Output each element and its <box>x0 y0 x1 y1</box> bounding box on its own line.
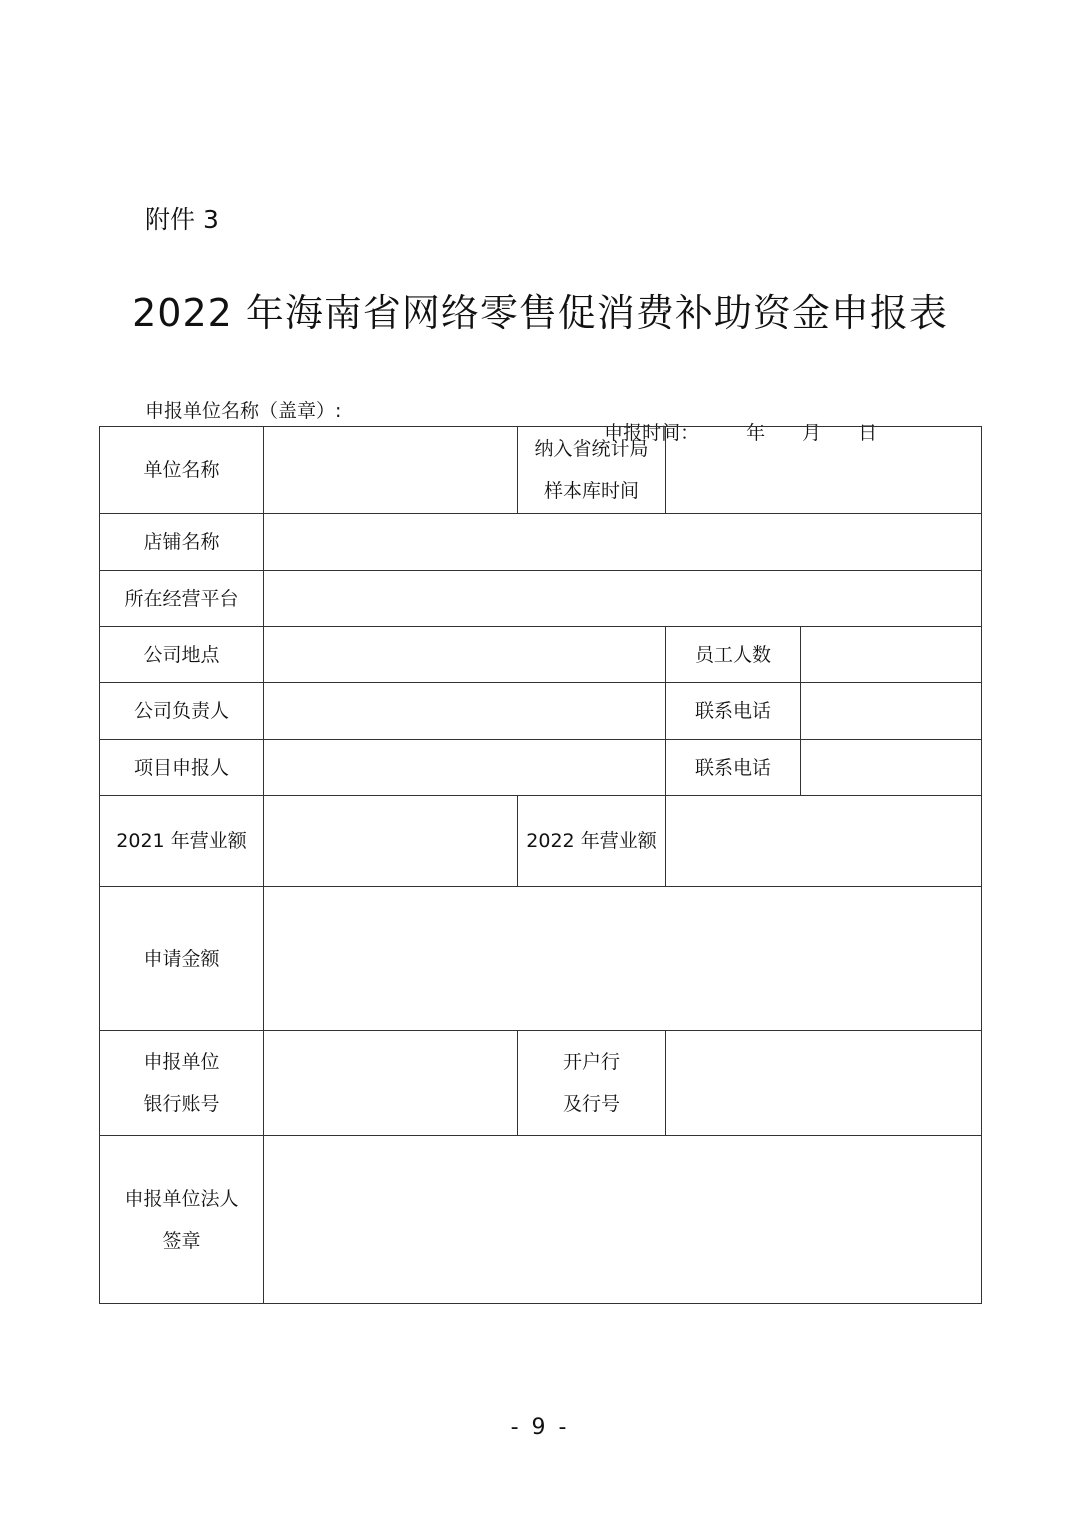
table-row <box>100 887 982 1031</box>
phone-field[interactable] <box>801 740 982 796</box>
table-row <box>100 1031 982 1136</box>
bank-branch-label: 开户行 及行号 <box>518 1031 666 1136</box>
document-title: 2022 年海南省网络零售促消费补助资金申报表 <box>132 291 948 335</box>
table-row <box>100 627 982 683</box>
phone-label: 联系电话 <box>666 740 801 796</box>
page-number: - 9 - <box>510 1415 570 1440</box>
date-month: 月 <box>802 422 822 444</box>
application-form-table <box>99 426 982 1304</box>
company-location-field[interactable] <box>264 627 666 683</box>
revenue-2022-field[interactable] <box>666 796 982 887</box>
company-head-field[interactable] <box>264 683 666 740</box>
bank-account-label: 申报单位 银行账号 <box>100 1031 264 1136</box>
table-row <box>100 427 982 514</box>
table-row <box>100 571 982 627</box>
table-row <box>100 1136 982 1304</box>
platform-label: 所在经营平台 <box>100 571 264 627</box>
legal-signature-label: 申报单位法人 签章 <box>100 1136 264 1304</box>
company-head-label: 公司负责人 <box>100 683 264 740</box>
employee-count-label: 员工人数 <box>666 627 801 683</box>
platform-field[interactable] <box>264 571 982 627</box>
legal-signature-field[interactable] <box>264 1136 982 1304</box>
bank-branch-field[interactable] <box>666 1031 982 1136</box>
stats-registry-field[interactable] <box>666 427 982 514</box>
table-row <box>100 796 982 887</box>
shop-name-label: 店铺名称 <box>100 514 264 571</box>
attachment-label: 附件 3 <box>145 205 219 234</box>
stats-registry-label: 纳入省统计局 样本库时间 <box>518 427 666 514</box>
apply-amount-label: 申请金额 <box>100 887 264 1031</box>
unit-name-field[interactable] <box>264 427 518 514</box>
revenue-2022-label: 2022 年营业额 <box>518 796 666 887</box>
date-year: 年 <box>746 422 766 444</box>
table-row <box>100 514 982 571</box>
application-date-label: 申报时间： <box>604 422 700 444</box>
revenue-2021-label: 2021 年营业额 <box>100 796 264 887</box>
date-day: 日 <box>858 422 878 444</box>
phone-label: 联系电话 <box>666 683 801 740</box>
phone-field[interactable] <box>801 683 982 740</box>
table-row <box>100 683 982 740</box>
table-row <box>100 740 982 796</box>
employee-count-field[interactable] <box>801 627 982 683</box>
project-applicant-label: 项目申报人 <box>100 740 264 796</box>
shop-name-field[interactable] <box>264 514 982 571</box>
project-applicant-field[interactable] <box>264 740 666 796</box>
apply-amount-field[interactable] <box>264 887 982 1031</box>
unit-name-label: 单位名称 <box>100 427 264 514</box>
applicant-unit-label: 申报单位名称（盖章）: <box>145 400 342 422</box>
company-location-label: 公司地点 <box>100 627 264 683</box>
bank-account-field[interactable] <box>264 1031 518 1136</box>
revenue-2021-field[interactable] <box>264 796 518 887</box>
